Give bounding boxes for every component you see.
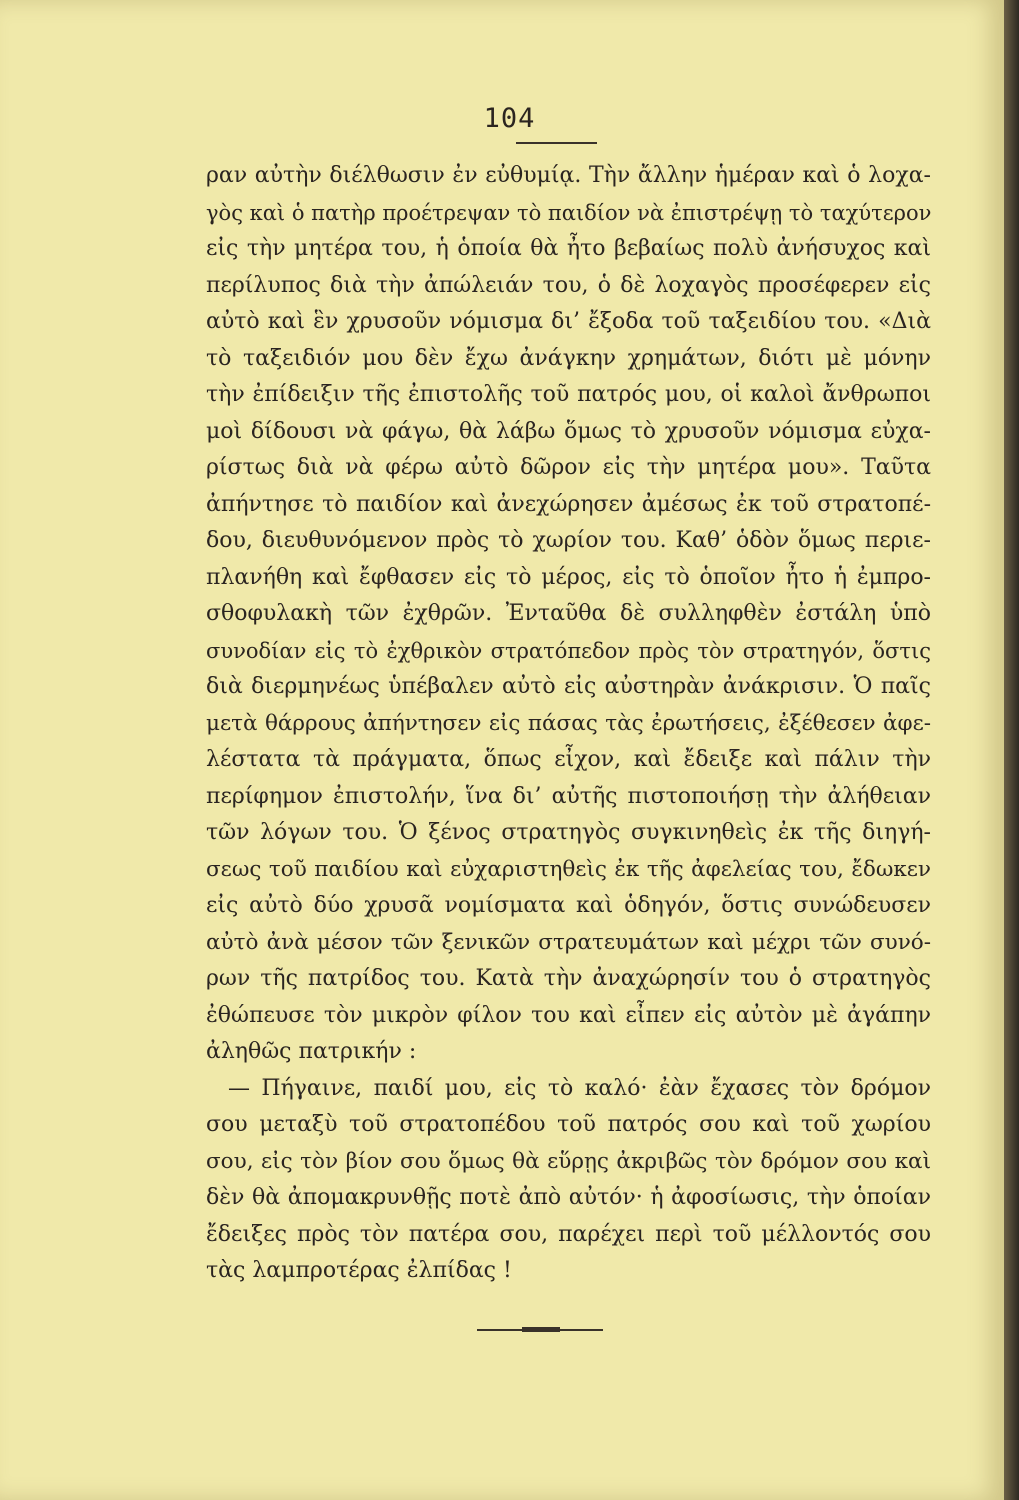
body-text <box>206 158 931 1290</box>
text-line: δὲν θὰ ἀπομακρυνθῇς ποτὲ ἀπὸ αὐτόν· ἡ ἀφοσίωσις, τὴν ὁποίαν <box>206 1185 931 1210</box>
text-line: — Πήγαινε, παιδί μου, εἰς τὸ καλό· ἐὰν ἔχασες τὸν δρόμον <box>228 1075 931 1101</box>
text-line: τὰς λαμπροτέρας ἐλπίδας ! <box>206 1258 512 1283</box>
text-line: τὴν ἐπίδειξιν τῆς ἐπιστολῆς τοῦ πατρός μου, οἱ καλοὶ ἄνθρωποι <box>206 382 931 407</box>
text-line: αὐτὸ ἀνὰ μέσον τῶν ξενικῶν στρατευμάτων καὶ μέχρι τῶν συνό- <box>206 929 931 955</box>
text-line: σου, εἰς τὸν βίον σου ὅμως θὰ εὕρῃς ἀκριβῶς τὸν δρόμον σου καὶ <box>206 1148 931 1174</box>
end-ornament-center <box>522 1327 560 1332</box>
text-line: πλανήθη καὶ ἔφθασεν εἰς τὸ μέρος, εἰς τὸ ὁποῖον ἦτο ἡ ἐμπρο- <box>206 564 931 590</box>
text-line: περίφημον ἐπιστολήν, ἵνα δι’ αὐτῆς πιστοποιήσῃ τὴν ἀλήθειαν <box>206 783 931 809</box>
page-number: 104 <box>483 103 536 134</box>
text-line: γὸς καὶ ὁ πατὴρ προέτρεψαν τὸ παιδίον νὰ ἐπιστρέψῃ τὸ ταχύτερον <box>206 200 932 225</box>
text-line: σου μεταξὺ τοῦ στρατοπέδου τοῦ πατρός σου καὶ τοῦ χωρίου <box>206 1112 931 1137</box>
text-line: ἀληθῶς πατρικήν : <box>206 1039 417 1064</box>
text-line: τὸ ταξειδιόν μου δὲν ἔχω ἀνάγκην χρημάτων, διότι μὲ μόνην <box>206 345 931 371</box>
text-line: μετὰ θάρρους ἀπήντησεν εἰς πάσας τὰς ἐρωτήσεις, ἐξέθεσεν ἀφε- <box>206 710 931 736</box>
text-line: ἀπήντησε τὸ παιδίον καὶ ἀνεχώρησεν ἀμέσως ἐκ τοῦ στρατοπέ- <box>206 491 931 517</box>
binding-edge <box>1004 0 1019 1500</box>
page-number-underline <box>516 142 597 144</box>
text-line: περίλυπος διὰ τὴν ἀπώλειάν του, ὁ δὲ λοχαγὸς προσέφερεν εἰς <box>206 272 931 298</box>
text-line: συνοδίαν εἰς τὸ ἐχθρικὸν στρατόπεδον πρὸς τὸν στρατηγόν, ὅστις <box>206 638 931 663</box>
text-line: μοὶ δίδουσι νὰ φάγω, θὰ λάβω ὅμως τὸ χρυσοῦν νόμισμα εὐχα- <box>206 418 931 444</box>
text-line: σεως τοῦ παιδίου καὶ εὐχαριστηθεὶς ἐκ τῆς ἀφελείας του, ἔδωκεν <box>206 856 931 882</box>
text-line: λέστατα τὰ πράγματα, ὅπως εἶχον, καὶ ἔδειξε καὶ πάλιν τὴν <box>206 747 931 772</box>
text-line: εἰς τὴν μητέρα του, ἡ ὁποία θὰ ἦτο βεβαίως πολὺ ἀνήσυχος καὶ <box>206 236 931 261</box>
text-line: ἔδειξες πρὸς τὸν πατέρα σου, παρέχει περὶ τοῦ μέλλοντός σου <box>206 1221 931 1247</box>
text-line: τῶν λόγων του. Ὁ ξένος στρατηγὸς συγκινηθεὶς ἐκ τῆς διηγή- <box>206 820 931 845</box>
text-line: ἐθώπευσε τὸν μικρὸν φίλον του καὶ εἶπεν εἰς αὐτὸν μὲ ἀγάπην <box>206 1002 931 1028</box>
text-line: ρίστως διὰ νὰ φέρω αὐτὸ δῶρον εἰς τὴν μητέρα μου». Ταῦτα <box>206 455 931 480</box>
text-line: ρων τῆς πατρίδος του. Κατὰ τὴν ἀναχώρησίν του ὁ στρατηγὸς <box>206 966 931 991</box>
text-line: δου, διευθυνόμενον πρὸς τὸ χωρίον του. Καθ’ ὁδὸν ὅμως περιε- <box>206 528 931 553</box>
text-line: ραν αὐτὴν διέλθωσιν ἐν εὐθυμίᾳ. Τὴν ἄλλην ἡμέραν καὶ ὁ λοχα- <box>206 163 931 188</box>
text-line: αὐτὸ καὶ ἓν χρυσοῦν νόμισμα δι’ ἔξοδα τοῦ ταξειδίου του. «Διὰ <box>206 309 931 334</box>
text-line: εἰς αὐτὸ δύο χρυσᾶ νομίσματα καὶ ὁδηγόν, ὅστις συνώδευσεν <box>206 893 931 918</box>
text-line: σθοφυλακὴ τῶν ἐχθρῶν. Ἐνταῦθα δὲ συλληφθὲν ἐστάλη ὑπὸ <box>206 601 931 626</box>
text-line: διὰ διερμηνέως ὑπέβαλεν αὐτὸ εἰς αὐστηρὰν ἀνάκρισιν. Ὁ παῖς <box>206 674 931 699</box>
